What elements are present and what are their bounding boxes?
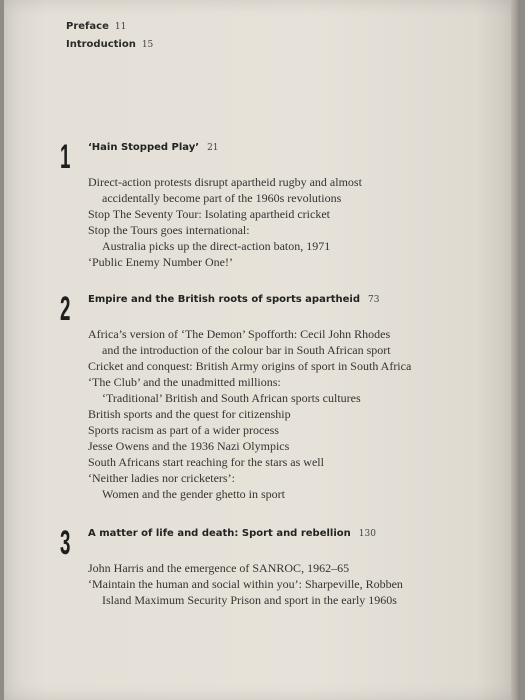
chapter-title xyxy=(88,142,219,153)
toc-subentry: accidentally become part of the 1960s revolutions xyxy=(102,191,342,205)
toc-subentry: Stop the Tours goes international: xyxy=(88,223,250,237)
chapter-number: 3 xyxy=(60,524,71,562)
chapter-page-number: 130 xyxy=(358,529,376,539)
toc-subentry: Island Maximum Security Prison and sport in the early 1960s xyxy=(102,593,397,607)
toc-subentry: Cricket and conquest: British Army origins of sport in South Africa xyxy=(88,359,412,373)
chapter-entries xyxy=(88,560,428,608)
toc-subentry: ‘Traditional’ British and South African sports cultures xyxy=(102,391,361,405)
chapter-title xyxy=(88,294,379,305)
toc-page-number: 15 xyxy=(141,40,154,50)
toc-page-number: 11 xyxy=(114,22,127,32)
chapter-title-text: ‘Hain Stopped Play’ xyxy=(88,142,200,153)
toc-subentry: Africa’s version of ‘The Demon’ Spofforth: Cecil John Rhodes xyxy=(88,327,391,341)
chapter-page-number: 21 xyxy=(207,143,219,153)
chapter-number: 2 xyxy=(60,290,71,328)
toc-subentry: and the introduction of the colour bar in South African sport xyxy=(102,343,391,357)
chapter-entries xyxy=(88,174,428,270)
toc-subentry: British sports and the quest for citizenship xyxy=(88,407,291,421)
toc-subentry: ‘Maintain the human and social within you’: Sharpeville, Robben xyxy=(88,577,403,591)
chapter-title-text: A matter of life and death: Sport and rebellion xyxy=(88,528,351,539)
book-page xyxy=(4,0,518,700)
book-spine-shadow xyxy=(511,0,518,700)
front-matter xyxy=(66,18,153,54)
toc-subentry: Stop The Seventy Tour: Isolating apartheid cricket xyxy=(88,207,330,221)
toc-subentry: Australia picks up the direct-action baton, 1971 xyxy=(102,239,331,253)
chapter-number: 1 xyxy=(60,138,71,176)
toc-label: Preface xyxy=(66,21,109,32)
toc-label: Introduction xyxy=(66,39,136,50)
chapter-entries xyxy=(88,326,428,502)
toc-subentry: Jesse Owens and the 1936 Nazi Olympics xyxy=(88,439,290,453)
toc-subentry: Women and the gender ghetto in sport xyxy=(102,487,285,501)
toc-subentry: Sports racism as part of a wider process xyxy=(88,423,279,437)
toc-subentry: ‘Public Enemy Number One!’ xyxy=(88,255,233,269)
toc-subentry: Direct-action protests disrupt apartheid rugby and almost xyxy=(88,175,362,189)
toc-subentry: South Africans start reaching for the stars as well xyxy=(88,455,324,469)
toc-subentry: ‘Neither ladies nor cricketers’: xyxy=(88,471,235,485)
toc-entry-introduction xyxy=(66,36,153,54)
toc-subentry: John Harris and the emergence of SANROC, 1962–65 xyxy=(88,561,350,575)
chapter-title xyxy=(88,528,376,539)
toc-entry-preface xyxy=(66,18,153,36)
chapter-title-text: Empire and the British roots of sports apartheid xyxy=(88,294,361,305)
toc-subentry: ‘The Club’ and the unadmitted millions: xyxy=(88,375,281,389)
chapter-page-number: 73 xyxy=(368,295,380,305)
